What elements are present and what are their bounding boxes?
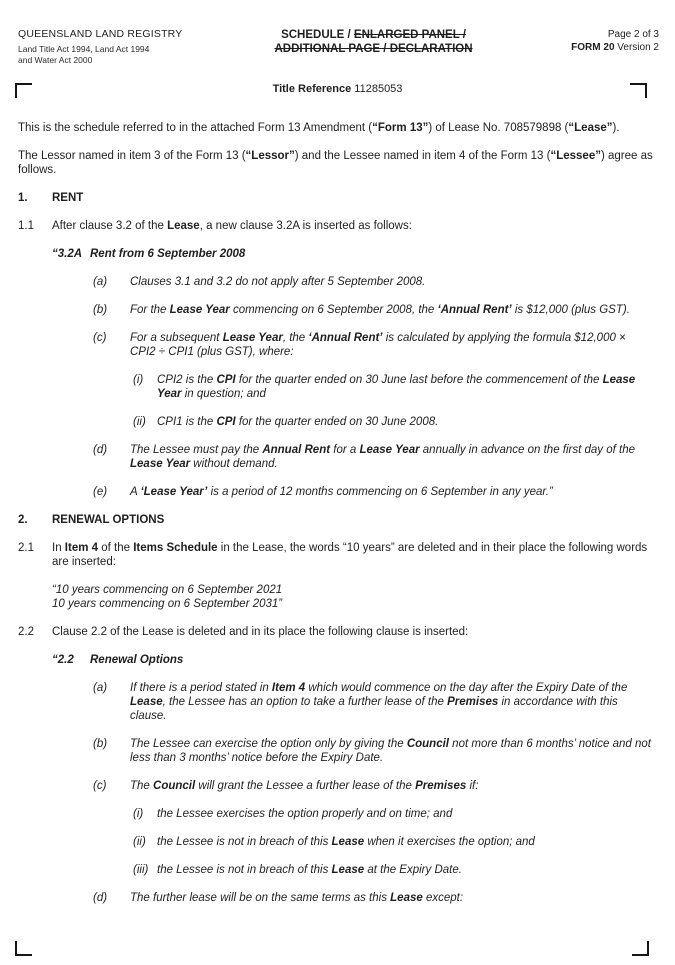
text-segment: of the (98, 542, 134, 554)
text-segment: , the Lessee has an option to take a further lease of the (162, 696, 448, 708)
clause-number: 2.2 (18, 626, 34, 638)
text-segment: Council (153, 780, 196, 792)
text-segment: ) and the Lessee named in item 4 of the Form 13 ( (294, 150, 551, 162)
clause-text (52, 513, 654, 527)
crop-mark-bottom-right (632, 941, 649, 956)
text-segment: Item 4 (271, 682, 306, 694)
section-heading (18, 513, 654, 527)
clause-row (18, 653, 654, 667)
crop-mark-bottom-left (15, 941, 32, 956)
text-segment: The further lease will be on the same terms as this (130, 892, 391, 904)
text-segment: without demand. (190, 458, 278, 470)
clause-row (18, 583, 654, 611)
acts-line-1: Land Title Act 1994, Land Act 1994 (18, 44, 150, 54)
clause-number: (b) (93, 304, 108, 316)
text-segment: annually in advance on the first day of the (419, 444, 636, 456)
clause-text (130, 681, 654, 723)
clause-number: “2.2 (52, 654, 74, 666)
clause-text (90, 653, 654, 667)
clause-text (130, 303, 654, 317)
clause-number: (ii) (133, 416, 146, 428)
text-segment: ADDITIONAL PAGE / DECLARATION (274, 43, 473, 55)
text-segment: The Lessee must pay the (130, 444, 263, 456)
text-segment: 10 years commencing on 6 September 2031” (52, 598, 283, 610)
text-segment: Item 4 (64, 542, 99, 554)
text-segment: ‘Annual Rent’ (437, 304, 512, 316)
acts-note (18, 44, 213, 65)
text-segment: Rent from 6 September 2008 (90, 248, 246, 260)
clause-number: “3.2A (52, 248, 83, 260)
clause-number: 2. (18, 514, 28, 526)
clause-text (157, 373, 654, 401)
clause-text (130, 331, 654, 359)
page-number: Page 2 of 3 (607, 29, 659, 40)
clause-row (18, 891, 654, 905)
text-segment: Lease (331, 864, 365, 876)
clause-number: (ii) (133, 836, 146, 848)
clause-row (18, 807, 654, 821)
clause-row (18, 275, 654, 289)
acts-line-2: and Water Act 2000 (18, 54, 93, 65)
text-segment: Lease (390, 892, 423, 904)
text-segment: RENT (52, 192, 84, 204)
clause-number: (e) (93, 486, 108, 498)
text-segment: The Lessee can exercise the option only by giving the (130, 738, 407, 750)
text-segment: “Form 13” (372, 122, 429, 134)
text-segment: “Lease” (568, 122, 613, 134)
clause-number: 2.1 (18, 542, 34, 554)
text-segment: Council (406, 738, 449, 750)
clause-row (18, 737, 654, 765)
text-segment: Lease (167, 220, 200, 232)
title-reference-label: Title Reference (272, 83, 352, 95)
text-segment: Lease Year (359, 444, 420, 456)
text-segment: Items Schedule (133, 542, 218, 554)
text-segment: in accordance with this clause. (130, 696, 618, 722)
text-segment: If there is a period stated in (130, 682, 272, 694)
text-segment: commencing on 6 September 2008, the (229, 304, 438, 316)
text-segment: for the quarter ended on 30 June last before the commencement of the (235, 374, 603, 386)
clause-row (18, 835, 654, 849)
text-segment: RENEWAL OPTIONS (52, 514, 165, 526)
clause-number: (a) (93, 276, 108, 288)
text-segment: ). (612, 122, 620, 134)
text-segment: in question; and (181, 388, 266, 400)
text-segment: will grant the Lessee a further lease of the (195, 780, 416, 792)
text-segment: ‘Annual Rent’ (308, 332, 383, 344)
text-segment: ) agree as follows. (18, 150, 653, 176)
registry-block (18, 27, 213, 65)
clause-row (18, 121, 654, 135)
clause-text (52, 191, 654, 205)
form-version (534, 41, 659, 54)
clause-text (130, 485, 654, 499)
page-info-block (534, 27, 659, 54)
text-segment: which would commence on the day after the Expiry Date of the (305, 682, 628, 694)
clause-text (157, 863, 654, 877)
text-segment: CPI (216, 416, 236, 428)
text-segment: in the Lease, the words “10 years” are deleted and in their place the following words are inserted: (52, 542, 648, 568)
text-segment: SCHEDULE / (281, 29, 354, 41)
text-segment: , a new clause 3.2A is inserted as follows: (199, 220, 412, 232)
clause-number: (b) (93, 738, 108, 750)
text-segment: at the Expiry Date. (364, 864, 462, 876)
document-body (0, 96, 675, 905)
text-segment: ) of Lease No. 708579898 ( (428, 122, 569, 134)
text-segment: if: (466, 780, 479, 792)
text-segment: Premises (415, 780, 467, 792)
text-segment: For a subsequent (130, 332, 223, 344)
text-segment: Lease Year (130, 458, 191, 470)
text-segment: , the (282, 332, 309, 344)
clause-text (52, 583, 654, 611)
clause-row (18, 779, 654, 793)
text-segment: FORM 20 (571, 42, 615, 53)
clause-number: 1.1 (18, 220, 34, 232)
text-segment: Renewal Options (90, 654, 184, 666)
clause-text (130, 443, 654, 471)
text-segment: “Lessee” (550, 150, 601, 162)
clause-number: (iii) (133, 864, 149, 876)
text-segment: Lease Year (169, 304, 230, 316)
text-segment: CPI1 is the (157, 416, 217, 428)
text-segment: A (130, 486, 141, 498)
clause-text (52, 541, 654, 569)
clause-row (18, 331, 654, 359)
text-segment: Annual Rent (262, 444, 331, 456)
clause-number: (a) (93, 682, 108, 694)
text-segment: for the quarter ended on 30 June 2008. (235, 416, 439, 428)
form-title (213, 27, 534, 56)
text-segment: Clause 2.2 of the Lease is deleted and in its place the following clause is inserted: (52, 626, 469, 638)
clause-text (157, 835, 654, 849)
text-segment: Version 2 (614, 42, 659, 53)
clause-row (18, 303, 654, 317)
text-segment: is calculated by applying the formula $12,000 × CPI2 ÷ CPI1 (plus GST), where: (130, 332, 626, 358)
title-reference (0, 82, 675, 96)
text-segment: is a period of 12 months commencing on 6 September in any year.” (207, 486, 553, 498)
crop-mark-top-left (15, 83, 32, 98)
clause-row (18, 247, 654, 261)
text-segment: After clause 3.2 of the (52, 220, 168, 232)
text-segment: The (130, 780, 154, 792)
text-segment: CPI2 is the (157, 374, 217, 386)
clause-text (52, 625, 654, 639)
text-segment: not more than 6 months’ notice and not less than 3 months’ notice before the Expiry Date. (130, 738, 652, 764)
clause-row (18, 681, 654, 723)
clause-text (18, 149, 654, 177)
text-segment: Lease (130, 696, 163, 708)
clause-text (90, 247, 654, 261)
text-segment: “Lessor” (245, 150, 295, 162)
clause-text (130, 737, 654, 765)
clause-number: 1. (18, 192, 28, 204)
clause-number: (d) (93, 444, 108, 456)
clause-number: (d) (93, 892, 108, 904)
text-segment: ENLARGED PANEL / (353, 29, 466, 41)
text-segment: is $12,000 (plus GST). (511, 304, 630, 316)
clause-row (18, 541, 654, 569)
clause-row (18, 443, 654, 471)
clause-row (18, 149, 654, 177)
clause-number: (i) (133, 374, 144, 386)
clause-text (18, 121, 654, 135)
clause-row (18, 863, 654, 877)
text-segment: In (52, 542, 65, 554)
text-segment: Premises (447, 696, 499, 708)
text-segment: Lease Year (157, 374, 636, 400)
registry-name: QUEENSLAND LAND REGISTRY (18, 28, 183, 40)
clause-number: (i) (133, 808, 144, 820)
clause-number: (c) (93, 332, 107, 344)
clause-row (18, 415, 654, 429)
clause-row (18, 373, 654, 401)
text-segment: except: (422, 892, 464, 904)
text-segment: For the (130, 304, 170, 316)
crop-mark-top-right (630, 83, 647, 98)
text-segment: for a (330, 444, 360, 456)
clause-row (18, 219, 654, 233)
text-segment: ‘Lease Year’ (140, 486, 208, 498)
title-reference-value: 11285053 (354, 83, 403, 95)
clause-text (130, 779, 654, 793)
clause-text (52, 219, 654, 233)
text-segment: CPI (216, 374, 236, 386)
section-heading (18, 191, 654, 205)
text-segment: Clauses 3.1 and 3.2 do not apply after 5 September 2008. (130, 276, 426, 288)
clause-row (18, 625, 654, 639)
text-segment: The Lessor named in item 3 of the Form 13 ( (18, 150, 246, 162)
clause-row (18, 485, 654, 499)
page-header (0, 0, 675, 65)
clause-text (130, 891, 654, 905)
text-segment: This is the schedule referred to in the attached Form 13 Amendment ( (18, 122, 373, 134)
clause-text (157, 807, 654, 821)
clause-number: (c) (93, 780, 107, 792)
text-segment: the Lessee is not in breach of this (157, 836, 332, 848)
clause-text (157, 415, 654, 429)
text-segment: the Lessee is not in breach of this (157, 864, 332, 876)
text-segment: Lease (331, 836, 365, 848)
text-segment: when it exercises the option; and (364, 836, 535, 848)
text-segment: “10 years commencing on 6 September 2021 (52, 584, 283, 596)
text-segment: Lease Year (222, 332, 283, 344)
clause-text (130, 275, 654, 289)
text-segment: the Lessee exercises the option properly and on time; and (157, 808, 453, 820)
